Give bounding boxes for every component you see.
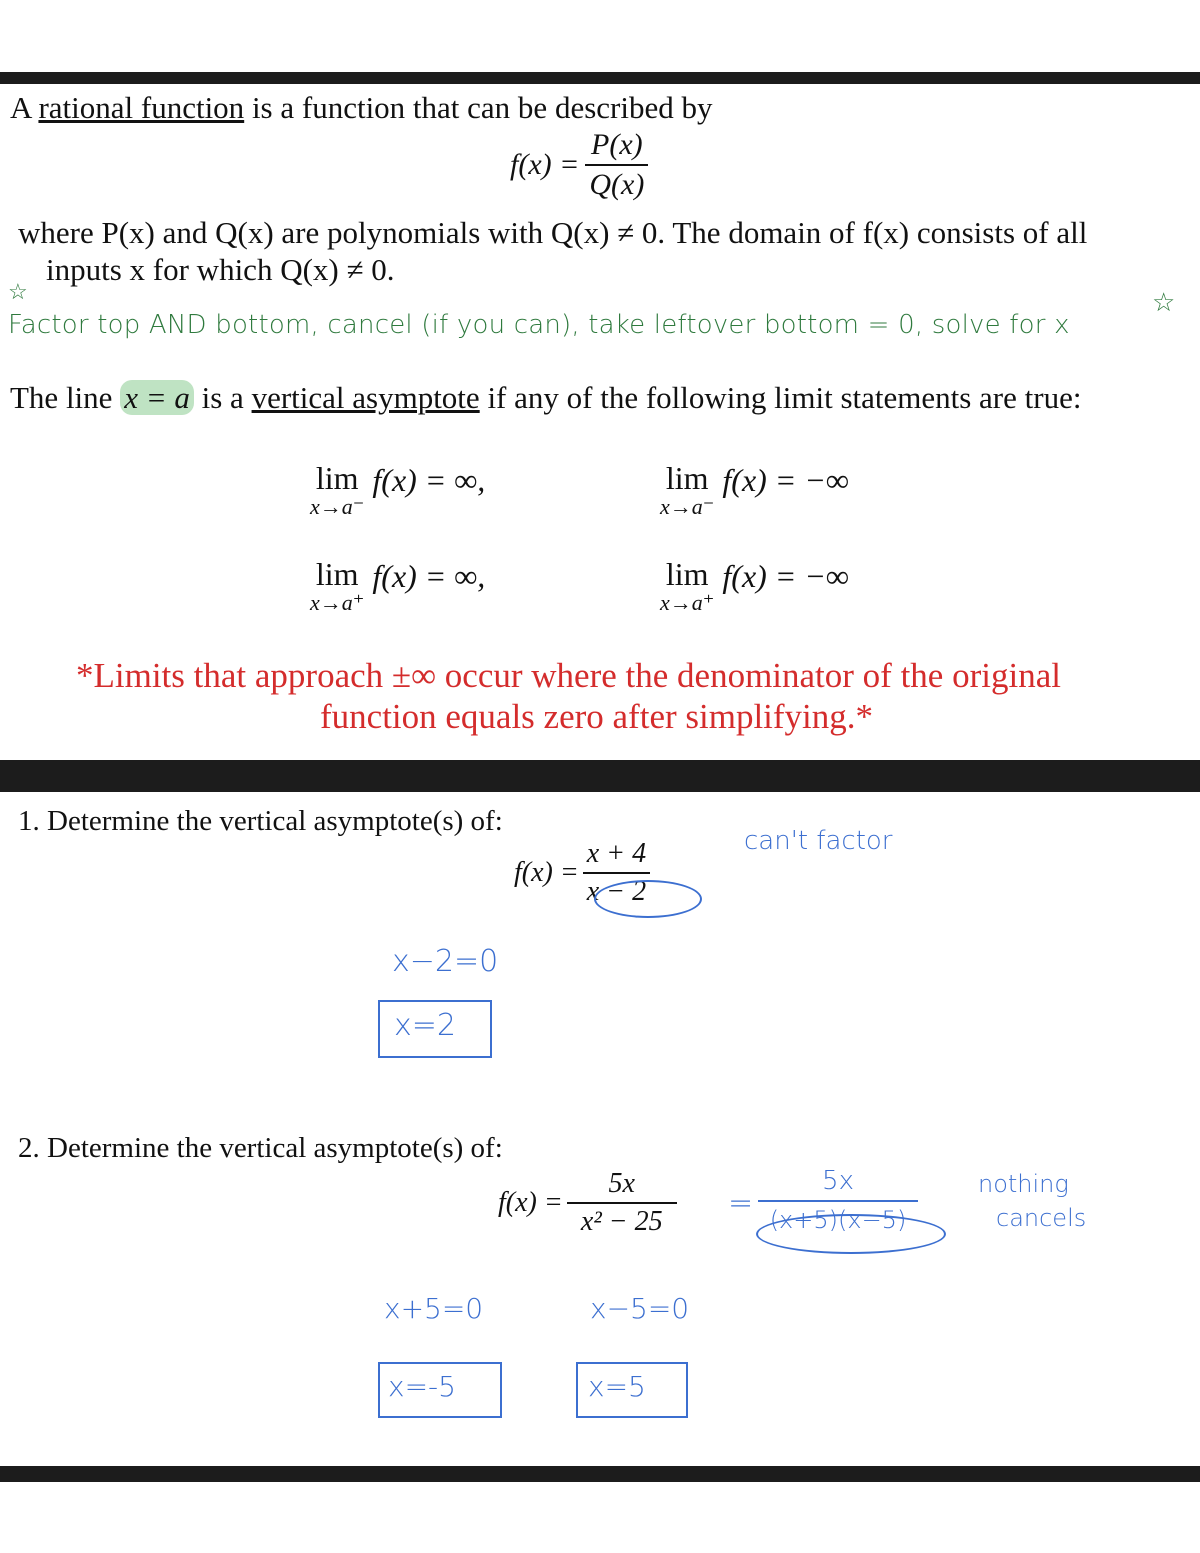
va-suffix: if any of the following limit statements are true: <box>487 380 1082 415</box>
p2-answer-1: x=-5 <box>388 1370 456 1403</box>
p2-lhs: f(x) = <box>498 1187 563 1218</box>
p2-note-line-1: nothing <box>978 1170 1069 1198</box>
p1-lhs: f(x) = <box>514 857 579 888</box>
p2-note-line-2: cancels <box>996 1204 1087 1232</box>
lim-operator <box>310 558 364 614</box>
limit-statement <box>660 462 849 518</box>
top-divider <box>0 72 1200 84</box>
p2-answer-2: x=5 <box>588 1370 646 1403</box>
formula-fraction <box>585 128 648 202</box>
rational-function-term: rational function <box>38 90 245 125</box>
lim-subscript: x→a⁺ <box>310 590 365 615</box>
p1-denominator: x − 2 <box>586 876 647 907</box>
bottom-divider <box>0 1466 1200 1482</box>
lim-word: lim <box>665 460 709 496</box>
fraction-bar <box>583 872 650 874</box>
lim-operator <box>660 558 714 614</box>
star-icon: ☆ <box>8 280 28 305</box>
limit-statement <box>310 462 485 518</box>
lim-word: lim <box>315 460 359 496</box>
limit-statement <box>660 558 849 614</box>
va-highlight: x = a <box>120 380 194 415</box>
red-note-line-1: *Limits that approach ±∞ occur where the denominator of the original <box>76 656 1061 695</box>
lim-word: lim <box>315 556 359 592</box>
formula-lhs: f(x) = <box>510 148 580 181</box>
lim-expression: f(x) = ∞, <box>372 558 486 594</box>
va-prefix: The line <box>10 380 113 415</box>
p2-numerator: 5x <box>608 1168 635 1199</box>
lim-operator <box>660 462 714 518</box>
p1-answer: x=2 <box>394 1008 456 1043</box>
lim-expression: f(x) = −∞ <box>722 462 849 498</box>
lim-subscript: x→a⁻ <box>660 494 715 519</box>
red-note-line-2: function equals zero after simplifying.* <box>320 697 874 736</box>
lim-subscript: x→a⁻ <box>310 494 365 519</box>
p2-factored-numerator: 5x <box>822 1166 854 1196</box>
p2-work-1: x+5=0 <box>384 1292 484 1325</box>
lim-expression: f(x) = −∞ <box>722 558 849 594</box>
p2-factored-denominator: (x+5)(x−5) <box>769 1206 907 1234</box>
lim-expression: f(x) = ∞, <box>372 462 486 498</box>
definition-prefix: A <box>10 90 31 125</box>
star-icon-end: ☆ <box>1152 288 1176 318</box>
fraction-bar <box>567 1202 677 1204</box>
problem-2-formula <box>498 1168 677 1238</box>
vertical-asymptote-term: vertical asymptote <box>251 380 480 415</box>
green-handwritten-note: Factor top AND bottom, cancel (if you can), take leftover bottom = 0, solve for x <box>8 310 1070 340</box>
definition-line-2: where P(x) and Q(x) are polynomials with Q(x) ≠ 0. The domain of f(x) consists of all <box>18 215 1088 250</box>
definition-suffix: is a function that can be described by <box>251 90 713 125</box>
definition-formula <box>510 128 648 202</box>
p2-work-2: x−5=0 <box>590 1292 690 1325</box>
fraction-bar <box>585 164 648 166</box>
definition-line-1 <box>10 90 712 126</box>
limit-statement <box>310 558 485 614</box>
p1-work: x−2=0 <box>392 944 499 979</box>
section-divider <box>0 760 1200 792</box>
lim-word: lim <box>665 556 709 592</box>
p2-denominator: x² − 25 <box>580 1206 663 1237</box>
p2-fraction <box>567 1168 677 1238</box>
p1-numerator: x + 4 <box>586 838 647 869</box>
problem-1-prompt: 1. Determine the vertical asymptote(s) of: <box>18 805 503 837</box>
lim-operator <box>310 462 364 518</box>
formula-numerator: P(x) <box>591 128 643 161</box>
lim-subscript: x→a⁺ <box>660 590 715 615</box>
denominator-circle <box>594 880 702 918</box>
p1-note-cant-factor: can't factor <box>744 826 893 856</box>
problem-2-prompt: 2. Determine the vertical asymptote(s) of: <box>18 1132 503 1164</box>
va-middle: is a <box>201 380 244 415</box>
formula-denominator: Q(x) <box>589 168 645 201</box>
vertical-asymptote-definition <box>10 380 1081 416</box>
fraction-bar <box>758 1200 918 1202</box>
p2-equals: = <box>728 1186 754 1221</box>
factored-denominator-circle <box>756 1214 946 1254</box>
definition-line-3: inputs x for which Q(x) ≠ 0. <box>46 252 395 287</box>
